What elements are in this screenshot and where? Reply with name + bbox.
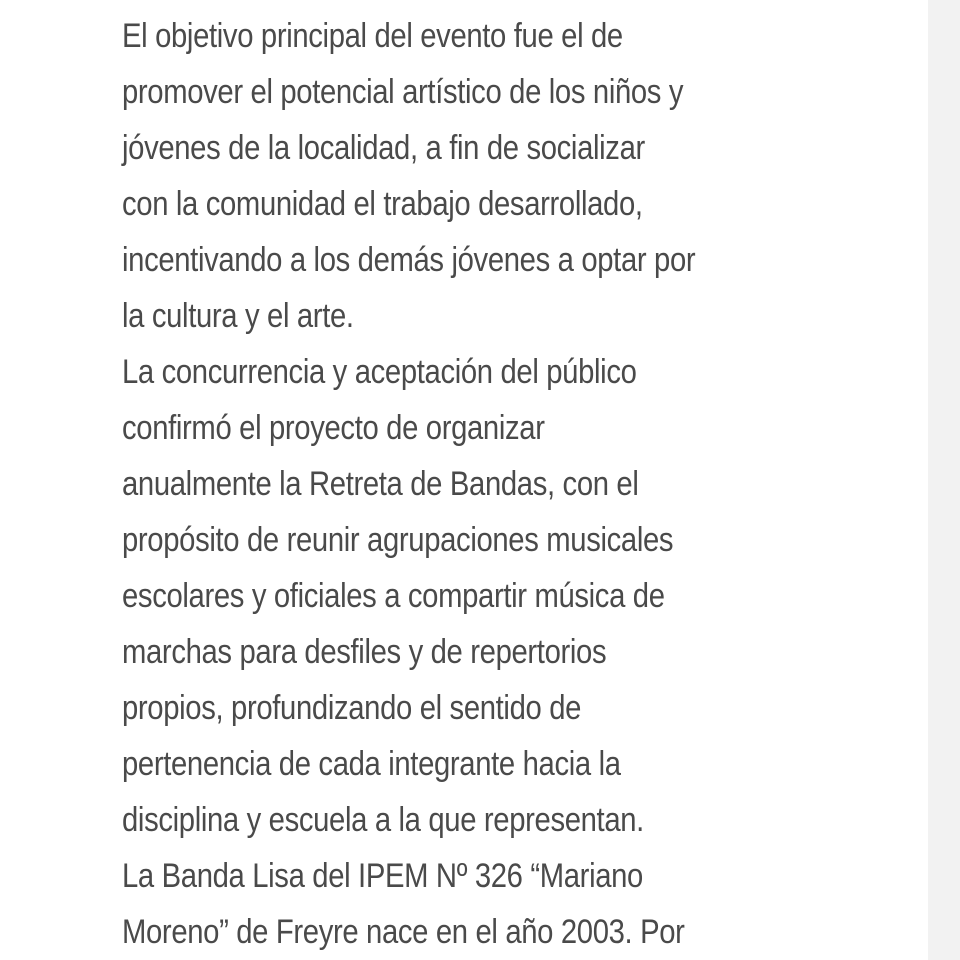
text-line: El objetivo principal del evento fue el de: [122, 17, 623, 55]
text-line: con la comunidad el trabajo desarrollado,: [122, 185, 643, 223]
text-line: La concurrencia y aceptación del público: [122, 353, 637, 391]
text-line: marchas para desfiles y de repertorios: [122, 633, 607, 671]
text-line: escolares y oficiales a compartir música de: [122, 577, 665, 615]
text-line: jóvenes de la localidad, a fin de socializar: [122, 129, 645, 167]
text-line: promover el potencial artístico de los niños y: [122, 73, 684, 111]
text-line: anualmente la Retreta de Bandas, con el: [122, 465, 639, 503]
text-line: propósito de reunir agrupaciones musicales: [122, 521, 674, 559]
text-line: incentivando a los demás jóvenes a optar por: [122, 241, 696, 279]
scroll-gutter: [928, 0, 960, 960]
text-line: pertenencia de cada integrante hacia la: [122, 745, 621, 783]
article-body: [122, 8, 741, 960]
text-line: La Banda Lisa del IPEM Nº 326 “Mariano: [122, 857, 643, 895]
text-line: Moreno” de Freyre nace en el año 2003. Por: [122, 913, 685, 951]
text-line: confirmó el proyecto de organizar: [122, 409, 545, 447]
text-line: la cultura y el arte.: [122, 297, 354, 335]
text-line: disciplina y escuela a la que representan.: [122, 801, 644, 839]
text-line: propios, profundizando el sentido de: [122, 689, 582, 727]
